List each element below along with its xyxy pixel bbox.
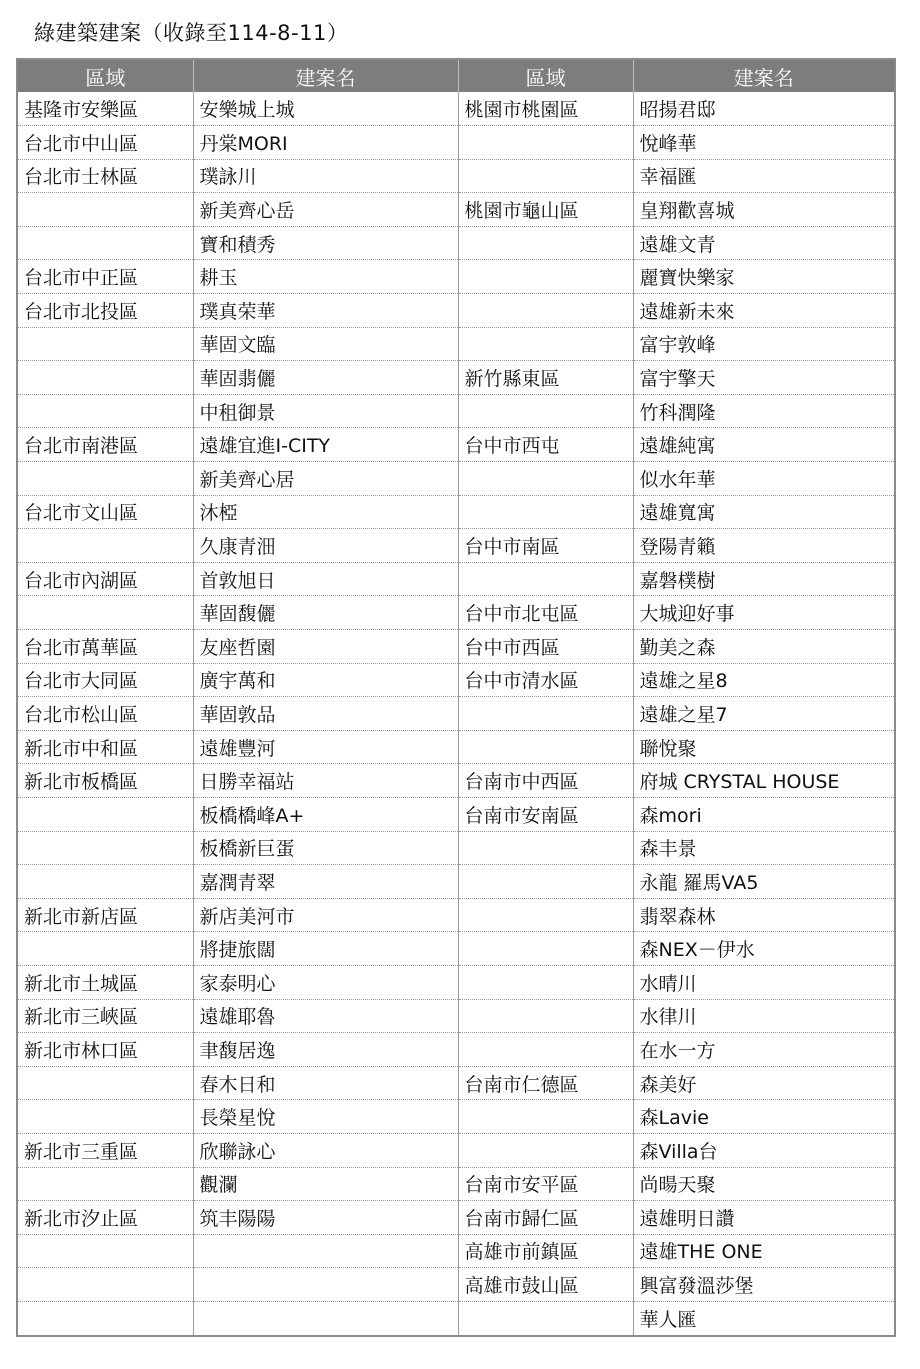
project-right-cell: 富宇擎天 (633, 361, 894, 395)
region-left-cell (18, 1167, 193, 1201)
project-left-cell: 新店美河市 (193, 898, 458, 932)
region-right-cell: 台南市仁德區 (458, 1066, 633, 1100)
region-right-cell: 高雄市前鎮區 (458, 1234, 633, 1268)
project-right-cell: 麗寶快樂家 (633, 260, 894, 294)
region-right-cell (458, 260, 633, 294)
region-right-cell (458, 932, 633, 966)
table-row (18, 932, 894, 966)
table-row (18, 126, 894, 160)
region-right-cell (458, 1100, 633, 1134)
project-right-cell: 興富發溫莎堡 (633, 1268, 894, 1302)
project-right-cell: 遠雄文青 (633, 226, 894, 260)
table-row (18, 965, 894, 999)
region-left-cell (18, 529, 193, 563)
project-right-cell: 遠雄寬寓 (633, 495, 894, 529)
region-left-cell: 台北市北投區 (18, 294, 193, 328)
project-left-cell: 首敦旭日 (193, 562, 458, 596)
project-left-cell: 遠雄耶魯 (193, 999, 458, 1033)
region-left-cell: 台北市萬華區 (18, 630, 193, 664)
region-left-cell (18, 1268, 193, 1302)
table-row (18, 529, 894, 563)
region-right-cell (458, 394, 633, 428)
region-right-cell (458, 1133, 633, 1167)
table-row (18, 764, 894, 798)
region-right-cell: 台南市中西區 (458, 764, 633, 798)
region-right-cell: 台中市西屯 (458, 428, 633, 462)
region-right-cell: 台南市安南區 (458, 797, 633, 831)
project-left-cell: 日勝幸福站 (193, 764, 458, 798)
region-right-cell (458, 495, 633, 529)
region-right-cell (458, 226, 633, 260)
project-left-cell: 華固馥儷 (193, 596, 458, 630)
region-left-cell: 台北市中正區 (18, 260, 193, 294)
project-left-cell: 長榮星悅 (193, 1100, 458, 1134)
project-right-cell: 大城迎好事 (633, 596, 894, 630)
project-left-cell: 新美齊心岳 (193, 193, 458, 227)
project-right-cell: 森NEX－伊水 (633, 932, 894, 966)
region-left-cell (18, 1100, 193, 1134)
project-right-cell: 府城 CRYSTAL HOUSE (633, 764, 894, 798)
table-row (18, 562, 894, 596)
project-right-cell: 悅峰華 (633, 126, 894, 160)
table-row (18, 1033, 894, 1067)
region-right-cell (458, 159, 633, 193)
project-left-cell: 遠雄豐河 (193, 730, 458, 764)
project-right-cell: 翡翠森林 (633, 898, 894, 932)
region-right-cell (458, 1033, 633, 1067)
table-row (18, 1268, 894, 1302)
table-row (18, 596, 894, 630)
region-right-cell (458, 831, 633, 865)
project-left-cell: 璞詠川 (193, 159, 458, 193)
project-left-cell: 家泰明心 (193, 965, 458, 999)
project-right-cell: 森丰景 (633, 831, 894, 865)
project-left-cell: 久康青沺 (193, 529, 458, 563)
project-right-cell: 遠雄純寓 (633, 428, 894, 462)
table-row (18, 697, 894, 731)
region-right-cell (458, 294, 633, 328)
region-right-cell (458, 730, 633, 764)
project-right-cell: 森mori (633, 797, 894, 831)
project-left-cell: 沐椏 (193, 495, 458, 529)
region-left-cell (18, 361, 193, 395)
project-right-cell: 竹科潤隆 (633, 394, 894, 428)
project-left-cell: 璞真荣華 (193, 294, 458, 328)
table-row (18, 797, 894, 831)
region-right-cell (458, 462, 633, 496)
region-right-cell (458, 126, 633, 160)
project-left-cell: 遠雄宜進I-CITY (193, 428, 458, 462)
region-right-cell (458, 697, 633, 731)
table-row (18, 193, 894, 227)
project-right-cell: 富宇敦峰 (633, 327, 894, 361)
table-row (18, 1234, 894, 1268)
region-left-cell: 台北市中山區 (18, 126, 193, 160)
region-right-cell (458, 562, 633, 596)
project-right-cell: 遠雄之星8 (633, 663, 894, 697)
region-right-cell: 高雄市鼓山區 (458, 1268, 633, 1302)
project-left-cell: 友座哲園 (193, 630, 458, 664)
region-left-cell: 基隆市安樂區 (18, 92, 193, 126)
region-right-cell: 台中市南區 (458, 529, 633, 563)
project-right-cell: 似水年華 (633, 462, 894, 496)
region-left-cell (18, 932, 193, 966)
project-right-cell: 聯悅聚 (633, 730, 894, 764)
region-right-cell (458, 865, 633, 899)
region-right-cell: 台中市北屯區 (458, 596, 633, 630)
project-right-cell: 遠雄明日讚 (633, 1201, 894, 1235)
header-project-right: 建案名 (633, 60, 894, 92)
region-right-cell: 台中市清水區 (458, 663, 633, 697)
table-row (18, 865, 894, 899)
project-left-cell: 將捷旅闊 (193, 932, 458, 966)
project-right-cell: 遠雄之星7 (633, 697, 894, 731)
table-row (18, 428, 894, 462)
project-right-cell: 皇翔歡喜城 (633, 193, 894, 227)
project-right-cell: 在水一方 (633, 1033, 894, 1067)
project-right-cell: 勤美之森 (633, 630, 894, 664)
table-row (18, 1133, 894, 1167)
region-left-cell (18, 831, 193, 865)
green-building-table (16, 58, 896, 1337)
project-right-cell: 昭揚君邸 (633, 92, 894, 126)
header-region-right: 區域 (458, 60, 633, 92)
project-left-cell: 中租御景 (193, 394, 458, 428)
region-left-cell (18, 1234, 193, 1268)
project-left-cell (193, 1301, 458, 1335)
region-left-cell: 新北市中和區 (18, 730, 193, 764)
region-right-cell (458, 327, 633, 361)
project-right-cell: 登陽青籟 (633, 529, 894, 563)
project-right-cell: 華人匯 (639, 1308, 697, 1331)
table-row (18, 394, 894, 428)
table-row (18, 999, 894, 1033)
header-project-left: 建案名 (193, 60, 458, 92)
region-right-cell: 台中市西區 (458, 630, 633, 664)
project-left-cell: 新美齊心居 (193, 462, 458, 496)
project-right-cell: 遠雄新未來 (633, 294, 894, 328)
table-row (18, 630, 894, 664)
project-right-cell: 幸福匯 (633, 159, 894, 193)
table-row (18, 226, 894, 260)
region-left-cell: 新北市新店區 (18, 898, 193, 932)
table-row (18, 361, 894, 395)
table-row (18, 898, 894, 932)
region-left-cell: 台北市大同區 (18, 663, 193, 697)
project-left-cell: 觀瀾 (193, 1167, 458, 1201)
project-left-cell: 板橋新巨蛋 (193, 831, 458, 865)
table-row (18, 159, 894, 193)
project-left-cell: 聿馥居逸 (193, 1033, 458, 1067)
region-left-cell (18, 865, 193, 899)
project-right-cell: 水晴川 (633, 965, 894, 999)
table-row (18, 462, 894, 496)
project-left-cell: 華固翡儷 (193, 361, 458, 395)
project-left-cell: 欣聯詠心 (193, 1133, 458, 1167)
region-left-cell: 新北市三峽區 (18, 999, 193, 1033)
project-left-cell: 春木日和 (193, 1066, 458, 1100)
project-left-cell: 華固敦品 (193, 697, 458, 731)
table-row (18, 260, 894, 294)
table-row (18, 1167, 894, 1201)
project-left-cell: 寶和積秀 (193, 226, 458, 260)
table-row (18, 495, 894, 529)
project-right-cell: 水律川 (633, 999, 894, 1033)
project-left-cell: 板橋橋峰A+ (193, 797, 458, 831)
region-right-cell (458, 1301, 633, 1335)
project-right-cell: 森Villa台 (633, 1133, 894, 1167)
region-left-cell: 台北市文山區 (18, 495, 193, 529)
region-right-cell: 台南市安平區 (458, 1167, 633, 1201)
region-right-cell (458, 898, 633, 932)
table-header-row (18, 60, 894, 92)
region-left-cell: 新北市汐止區 (18, 1201, 193, 1235)
region-left-cell: 台北市南港區 (18, 428, 193, 462)
table-row (18, 730, 894, 764)
table-row (18, 1201, 894, 1235)
project-right-cell: 森美好 (633, 1066, 894, 1100)
region-right-cell (458, 999, 633, 1033)
region-left-cell: 新北市板橋區 (18, 764, 193, 798)
table-row (18, 1301, 894, 1335)
table-row (18, 1066, 894, 1100)
region-right-cell: 桃園市桃園區 (458, 92, 633, 126)
region-left-cell (18, 226, 193, 260)
project-left-cell: 筑丰陽陽 (193, 1201, 458, 1235)
table-row (18, 294, 894, 328)
table-body (18, 92, 894, 1335)
project-left-cell (193, 1268, 458, 1302)
region-right-cell: 新竹縣東區 (458, 361, 633, 395)
project-left-cell: 嘉潤青翠 (193, 865, 458, 899)
region-left-cell (18, 596, 193, 630)
header-region-left: 區域 (18, 60, 193, 92)
table-row (18, 831, 894, 865)
project-left-cell: 丹棠MORI (193, 126, 458, 160)
region-left-cell (18, 462, 193, 496)
region-left-cell (18, 1066, 193, 1100)
region-left-cell: 台北市松山區 (18, 697, 193, 731)
project-left-cell: 華固文臨 (193, 327, 458, 361)
project-right-cell: 森Lavie (633, 1100, 894, 1134)
region-left-cell (18, 327, 193, 361)
region-right-cell (458, 965, 633, 999)
project-left-cell: 耕玉 (193, 260, 458, 294)
table-row (18, 92, 894, 126)
project-right-cell: 永龍 羅馬VA5 (633, 865, 894, 899)
region-left-cell (18, 394, 193, 428)
region-right-cell: 台南市歸仁區 (458, 1201, 633, 1235)
region-left-cell: 台北市內湖區 (18, 562, 193, 596)
region-left-cell (18, 1301, 193, 1335)
project-right-cell: 遠雄THE ONE (633, 1234, 894, 1268)
region-left-cell (18, 193, 193, 227)
project-right-cell: 尚暘天聚 (633, 1167, 894, 1201)
region-left-cell: 新北市林口區 (18, 1033, 193, 1067)
project-left-cell: 安樂城上城 (193, 92, 458, 126)
region-left-cell: 新北市三重區 (18, 1133, 193, 1167)
region-left-cell: 台北市士林區 (18, 159, 193, 193)
project-right-cell: 嘉磐樸樹 (633, 562, 894, 596)
region-left-cell (18, 797, 193, 831)
table-row (18, 1100, 894, 1134)
project-left-cell (193, 1234, 458, 1268)
table-row (18, 327, 894, 361)
region-left-cell: 新北市土城區 (18, 965, 193, 999)
table-row (18, 663, 894, 697)
page-title: 綠建築建案（收錄至114-8-11） (34, 21, 349, 45)
region-right-cell: 桃園市龜山區 (458, 193, 633, 227)
project-left-cell: 廣宇萬和 (193, 663, 458, 697)
